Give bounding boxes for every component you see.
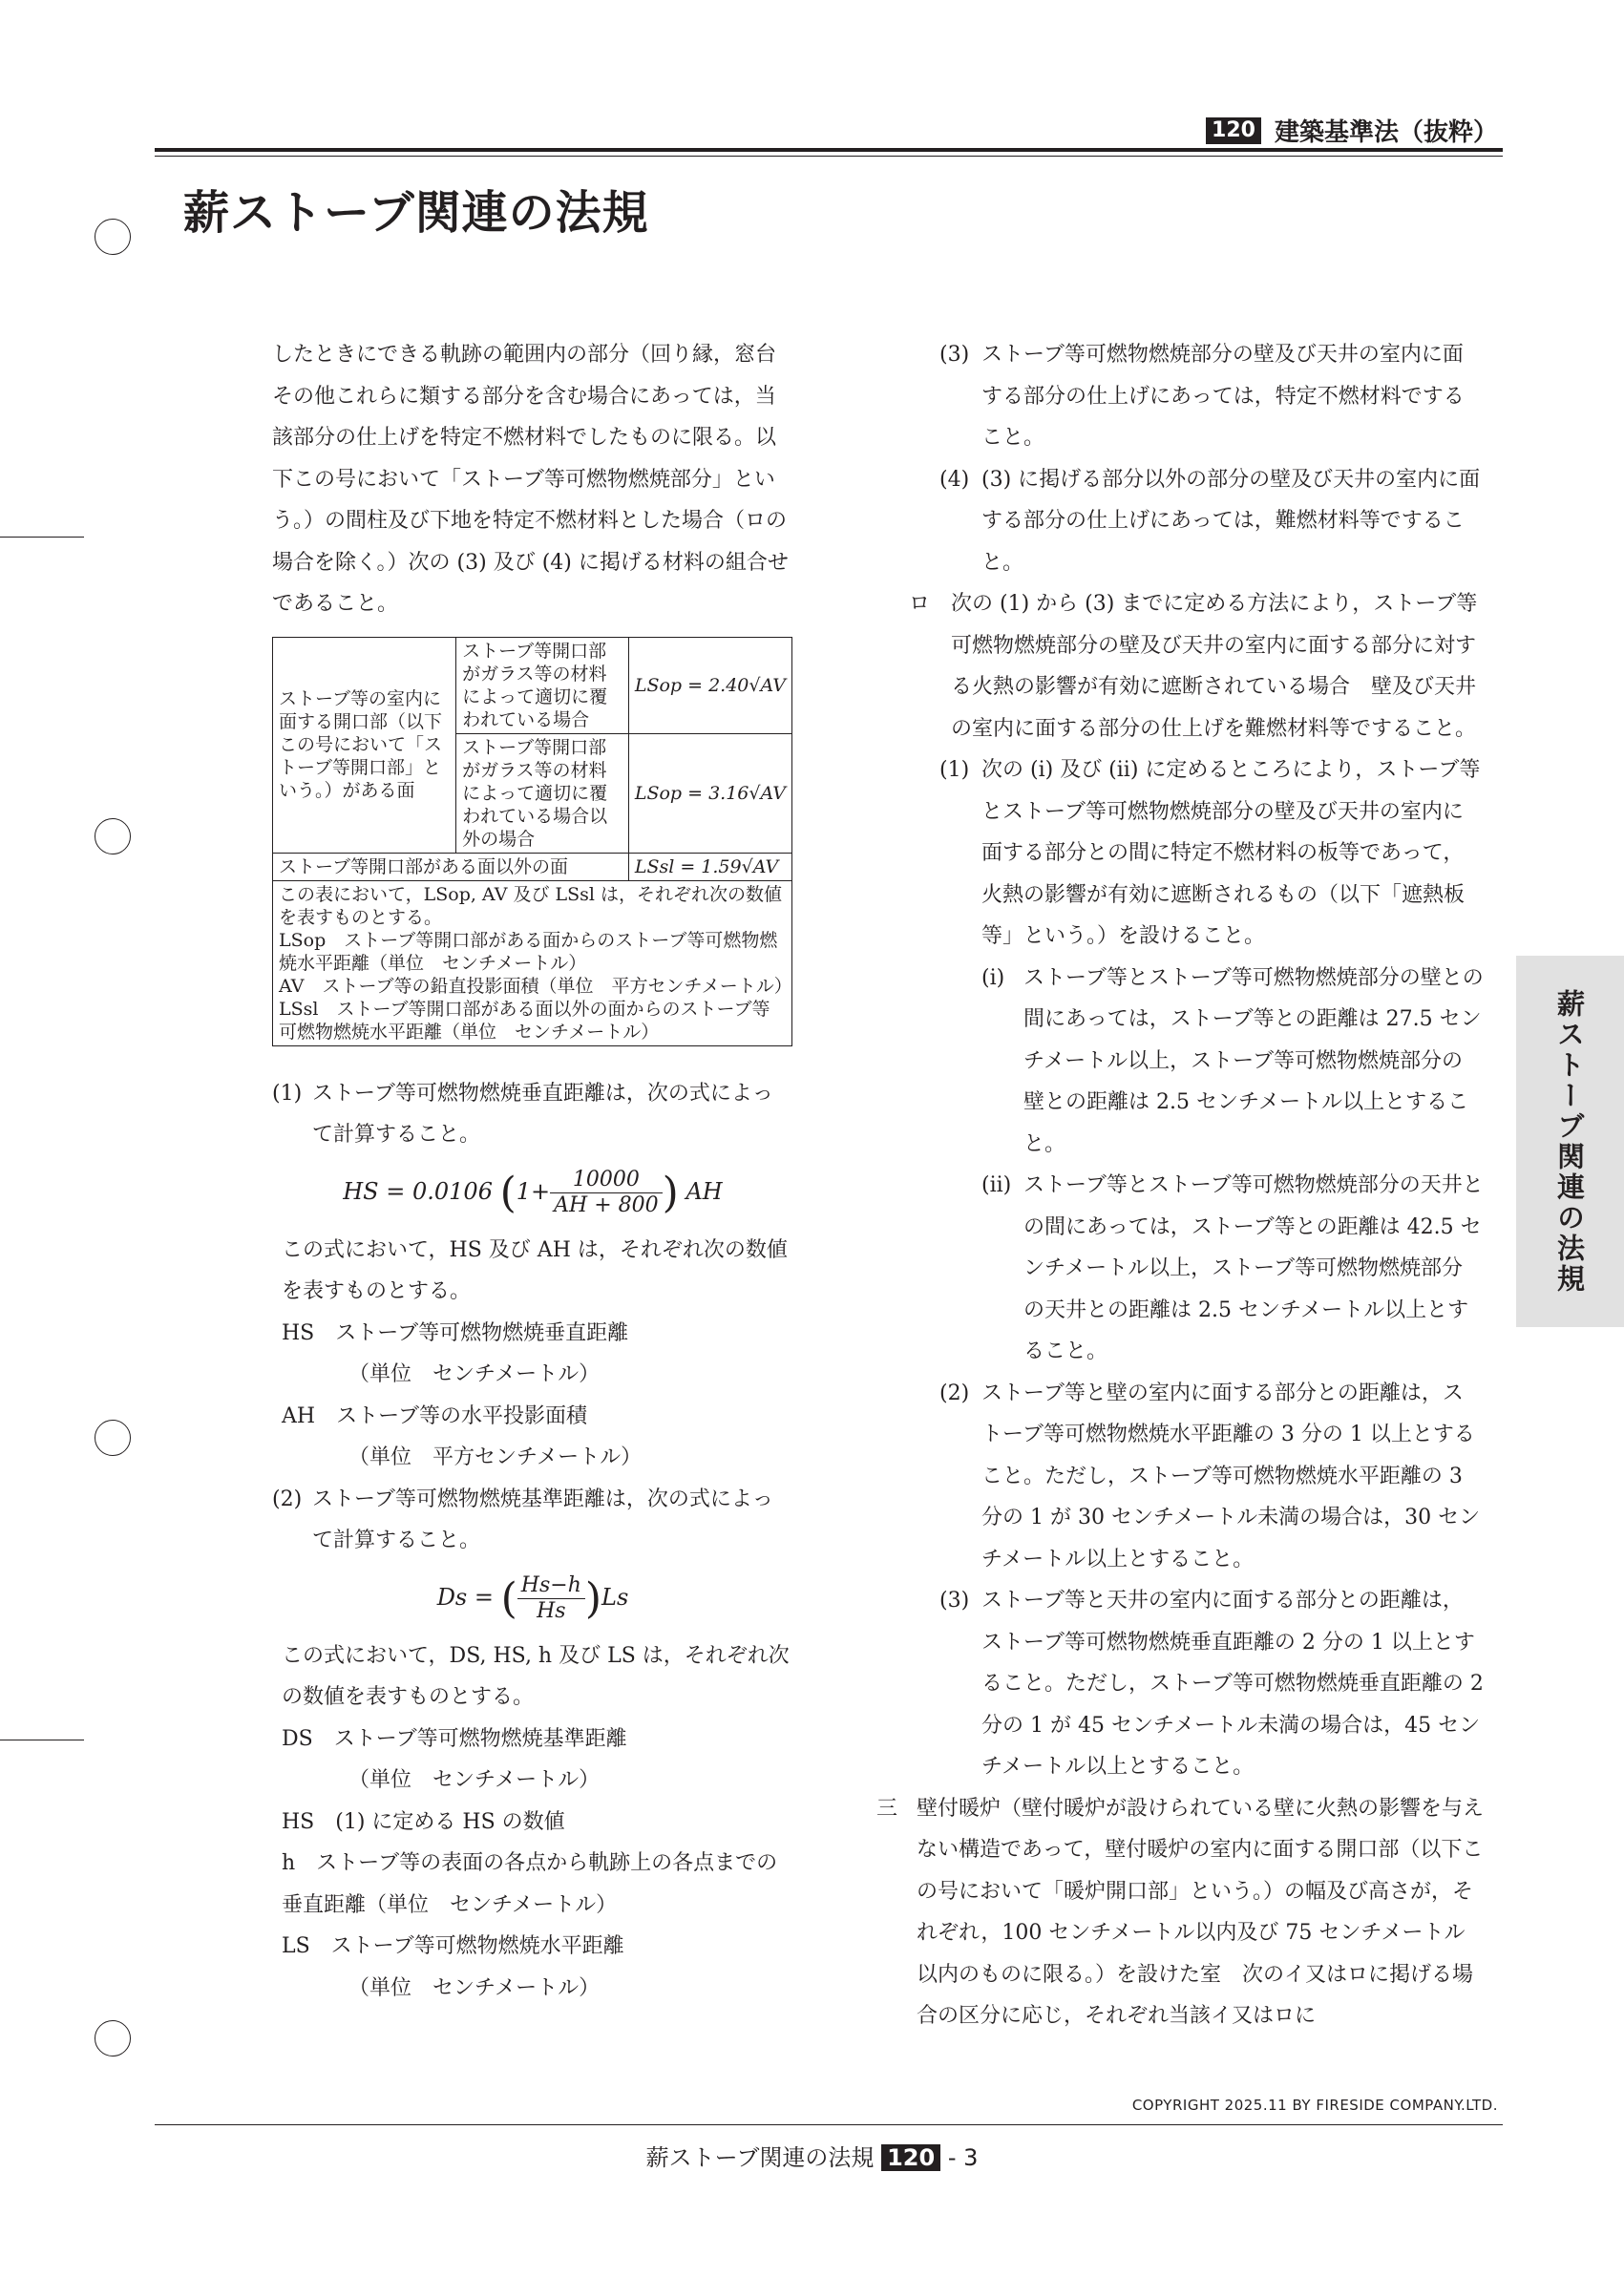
item-number: (4) xyxy=(939,467,970,492)
side-tab-label: 薪ストーブ関連の法規 xyxy=(1553,988,1586,1295)
footer-page-suffix: - 3 xyxy=(947,2144,979,2171)
item-text: ストーブ等可燃物燃焼部分の壁及び天井の室内に面する部分の仕上げにあっては，特定不燃材料ですること。 xyxy=(981,343,1465,450)
table-note-line: AV ストーブ等の鉛直投影面積（単位 平方センチメートル） xyxy=(279,975,792,997)
table-formula-cell: LSop = 3.16√AV xyxy=(628,733,791,853)
item-number: 三 xyxy=(876,1796,898,1821)
table-cond-cell: ストーブ等開口部がガラス等の材料によって適切に覆われている場合以外の場合 xyxy=(456,733,629,853)
table-cond-cell: ストーブ等開口部がガラス等の材料によって適切に覆われている場合 xyxy=(456,637,629,733)
table-note-line: LSsl ストーブ等開口部がある面以外の面からのストーブ等可燃物燃焼水平距離（単位 センチメートル） xyxy=(279,998,770,1043)
formula-rhs: AH xyxy=(685,1177,723,1205)
formula-fraction xyxy=(517,1573,585,1624)
list-item xyxy=(272,1479,793,1562)
legend-item: LS ストーブ等可燃物燃焼水平距離 xyxy=(282,1934,624,1958)
list-item xyxy=(876,1788,1484,2037)
item-text: ストーブ等と壁の室内に面する部分との距離は，ストーブ等可燃物燃焼水平距離の 3 分の 1 以上とすること。ただし，ストーブ等可燃物燃焼水平距離の 3 分の 1 が 30 センチメートル未満の場合は，30 センチメートル以上とすること。 xyxy=(981,1381,1481,1571)
header-tag xyxy=(1206,113,1498,148)
item-text: 次の (i) 及び (ii) に定めるところにより，ストーブ等とストーブ等可燃物燃焼部分の壁及び天井の室内に面する部分との間に特定不燃材料の板等であって，火熱の影響が有効に遮断されるもの（以下「遮熱板等」という。）を設けること。 xyxy=(981,758,1481,948)
left-column xyxy=(272,334,793,2009)
legend-item: h ストーブ等の表面の各点から軌跡上の各点までの垂直距離（単位 センチメートル） xyxy=(282,1851,778,1917)
header-page-number: 120 xyxy=(1206,117,1261,144)
formula-legend xyxy=(272,1635,793,2010)
table-row xyxy=(273,880,792,1045)
item-number: (2) xyxy=(939,1381,970,1405)
formula-denominator: Hs xyxy=(537,1598,566,1623)
item-number: (i) xyxy=(981,965,1005,990)
list-item xyxy=(882,1373,1484,1581)
item-text: (3) に掲げる部分以外の部分の壁及び天井の室内に面する部分の仕上げにあっては，難燃材料等ですること。 xyxy=(981,467,1481,575)
table-note xyxy=(273,880,792,1045)
formula-hs xyxy=(272,1168,793,1218)
formula-rhs: Ls xyxy=(601,1583,629,1611)
formula-paren-close: ) xyxy=(584,1573,602,1623)
item-text: 次の (1) から (3) までに定める方法により，ストーブ等可燃物燃焼部分の壁及び天井の室内に面する部分に対する火熱の影響が有効に遮断されている場合 壁及び天井の室内に面する部分の仕上げを難燃材料等ですること。 xyxy=(951,592,1478,741)
table-formula-cell: LSsl = 1.59√AV xyxy=(628,853,791,880)
legend-item: AH ストーブ等の水平投影面積 xyxy=(282,1403,587,1428)
formula-numerator: 10000 xyxy=(550,1168,662,1193)
legend-item: HS (1) に定める HS の数値 xyxy=(282,1809,565,1834)
formula-numerator: Hs−h xyxy=(517,1573,585,1599)
right-column xyxy=(876,334,1485,2037)
table-note-line: この表において，LSop, AV 及び LSsl は，それぞれ次の数値を表すものとする。 xyxy=(279,883,783,928)
footer-page xyxy=(0,2139,1624,2172)
legend-unit: （単位 センチメートル） xyxy=(348,1362,601,1386)
list-item xyxy=(882,749,1484,958)
item-text: ストーブ等可燃物燃焼基準距離は，次の式によって計算すること。 xyxy=(312,1487,773,1552)
footer-page-label: 薪ストーブ関連の法規 xyxy=(645,2144,875,2171)
formula-paren-close: ) xyxy=(662,1168,679,1217)
formula-ds xyxy=(272,1573,793,1624)
item-number: (ii) xyxy=(981,1173,1012,1197)
footer-page-num: 120 xyxy=(881,2144,940,2171)
table-formula-cell: LSop = 2.40√AV xyxy=(628,637,791,733)
formula-fraction xyxy=(550,1168,662,1218)
item-text: ストーブ等と天井の室内に面する部分との距離は，ストーブ等可燃物燃焼垂直距離の 2 分の 1 以上とすること。ただし，ストーブ等可燃物燃焼垂直距離の 2 分の 1 が 45 センチメートル未満の場合は，45 センチメートル以上とすること。 xyxy=(981,1589,1484,1779)
table-note-line: LSop ストーブ等開口部がある面からのストーブ等可燃物燃焼水平距離（単位 センチメートル） xyxy=(279,929,778,974)
table-cond-cell: ストーブ等開口部がある面以外の面 xyxy=(273,853,629,880)
header-rule-thick xyxy=(155,148,1503,152)
distance-table xyxy=(272,637,792,1046)
formula-lhs: Ds = xyxy=(436,1583,494,1611)
binder-hole xyxy=(95,219,131,255)
formula-paren-open: ( xyxy=(500,1573,517,1623)
legend-unit: （単位 センチメートル） xyxy=(348,1768,601,1792)
list-item xyxy=(882,334,1484,459)
legend-item: HS ストーブ等可燃物燃焼垂直距離 xyxy=(282,1320,629,1345)
list-item xyxy=(882,1580,1484,1788)
legend-unit: （単位 センチメートル） xyxy=(348,1975,601,2000)
item-text: ストーブ等とストーブ等可燃物燃焼部分の壁との間にあっては，ストーブ等との距離は 27.5 センチメートル以上，ストーブ等可燃物燃焼部分の壁との距離は 2.5 センチメートル以上とすること。 xyxy=(1023,965,1484,1156)
intro-paragraph: したときにできる軌跡の範囲内の部分（回り縁，窓台その他これらに類する部分を含む場合にあっては，当該部分の仕上げを特定不燃材料でしたものに限る。以下この号において「ストーブ等可燃物燃焼部分」という。）の間柱及び下地を特定不燃材料とした場合（ロの場合を除く。）次の (3) 及び (4) に掲げる材料の組合せであること。 xyxy=(272,343,789,616)
header-rule-thin xyxy=(155,156,1503,157)
item-number: (1) xyxy=(272,1081,303,1106)
list-item xyxy=(882,958,1484,1166)
footer-rule xyxy=(155,2124,1503,2125)
item-number: (2) xyxy=(272,1487,303,1511)
list-item xyxy=(882,459,1484,584)
legend-item: DS ストーブ等可燃物燃焼基準距離 xyxy=(282,1726,627,1751)
binder-hole xyxy=(95,1420,131,1456)
item-number: ロ xyxy=(909,592,931,616)
side-tab[interactable] xyxy=(1516,956,1624,1327)
formula-legend xyxy=(272,1230,793,1479)
item-number: (3) xyxy=(939,343,970,367)
legend-unit: （単位 平方センチメートル） xyxy=(348,1445,643,1469)
list-item xyxy=(882,1165,1484,1373)
legend-desc: この式において，DS, HS, h 及び LS は，それぞれ次の数値を表すものとする。 xyxy=(282,1643,790,1709)
margin-mark xyxy=(0,537,84,538)
item-text: ストーブ等可燃物燃焼垂直距離は，次の式によって計算すること。 xyxy=(312,1081,773,1147)
list-item xyxy=(882,583,1484,749)
item-number: (1) xyxy=(939,758,970,782)
legend-desc: この式において，HS 及び AH は，それぞれ次の数値を表すものとする。 xyxy=(282,1237,788,1303)
table-row xyxy=(273,853,792,880)
list-item xyxy=(272,1073,793,1156)
formula-one: 1+ xyxy=(516,1177,551,1205)
header-title: 建築基準法（抜粋） xyxy=(1274,118,1498,147)
page-title: 薪ストーブ関連の法規 xyxy=(183,186,649,240)
formula-lhs: HS = 0.0106 xyxy=(343,1177,493,1205)
footer-copyright: COPYRIGHT 2025.11 BY FIRESIDE COMPANY.LTD. xyxy=(1131,2097,1498,2114)
item-number: (3) xyxy=(939,1589,970,1613)
formula-paren-open: ( xyxy=(499,1168,517,1217)
table-row-head: ストーブ等の室内に面する開口部（以下この号において「ストーブ等開口部」という。）がある面 xyxy=(273,637,456,853)
formula-denominator: AH + 800 xyxy=(554,1192,659,1217)
table-row xyxy=(273,637,792,733)
item-text: 壁付暖炉（壁付暖炉が設けられている壁に火熱の影響を与えない構造であって，壁付暖炉の室内に面する開口部（以下この号において「暖炉開口部」という。）の幅及び高さが，それぞれ，100 センチメートル以内及び 75 センチメートル以内のものに限る。）を設けた室 次のイ又はロに掲げる場合の区分に応じ，それぞれ当該イ又はロに xyxy=(917,1796,1485,2028)
binder-hole xyxy=(95,2020,131,2057)
item-text: ストーブ等とストーブ等可燃物燃焼部分の天井との間にあっては，ストーブ等との距離は 42.5 センチメートル以上，ストーブ等可燃物燃焼部分の天井との距離は 2.5 センチメートル以上とすること。 xyxy=(1023,1173,1484,1363)
binder-hole xyxy=(95,818,131,854)
